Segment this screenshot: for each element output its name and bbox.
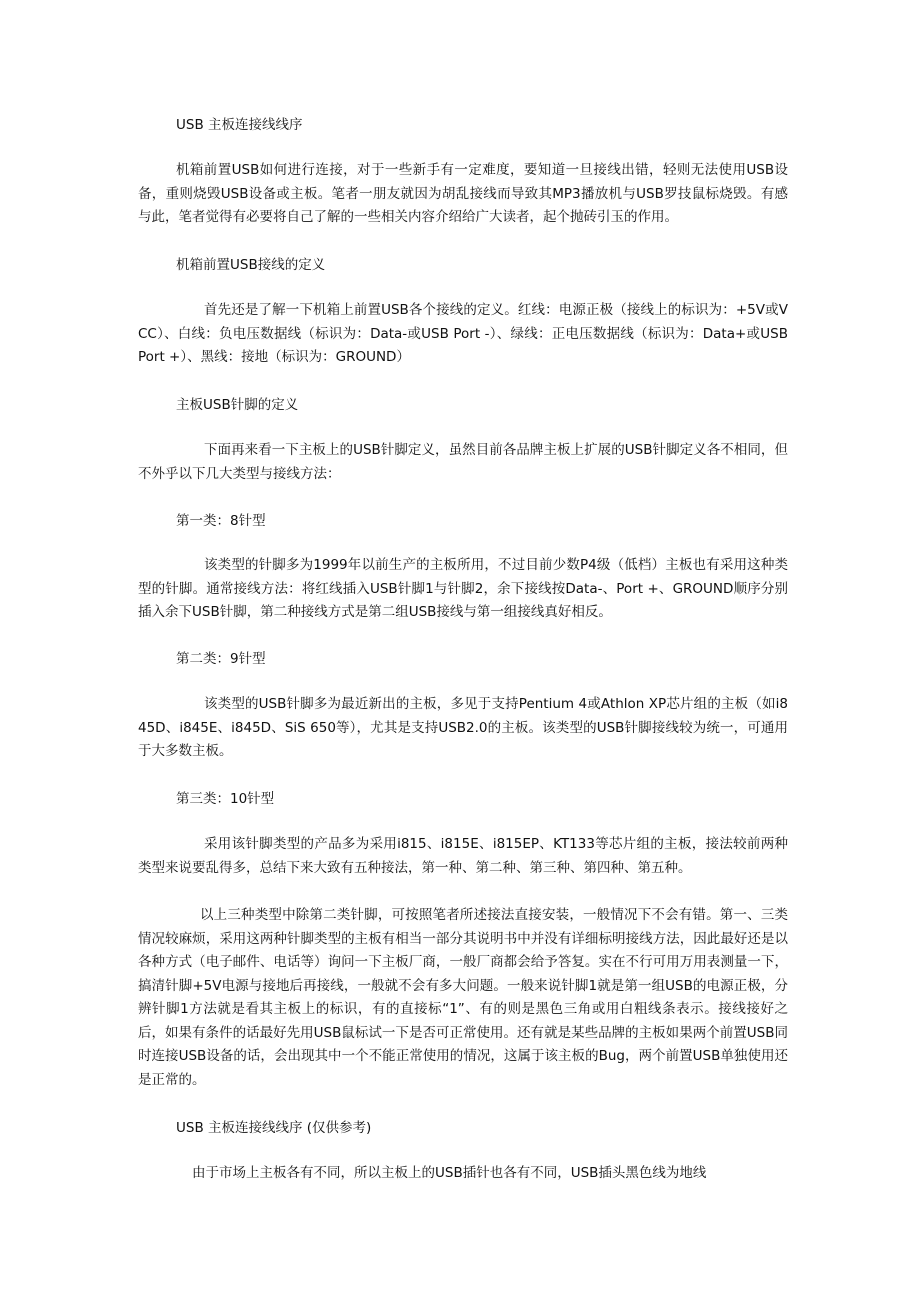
section-heading-8-pin: 第一类：8针型 <box>176 513 266 529</box>
intro-paragraph: 机箱前置USB如何进行连接，对于一些新手有一定难度，要知道一旦接线出错，轻则无法使用USB设备，重则烧毁USB设备或主板。笔者一朋友就因为胡乱接线而导致其MP3播放机与USB罗技鼠标烧毁。有感与此，笔者觉得有必要将自己了解的一些相关内容介绍给广大读者，起个抛砖引玉的作用。 <box>138 162 788 225</box>
board-pin-definition-paragraph: 下面再来看一下主板上的USB针脚定义，虽然目前各品牌主板上扩展的USB针脚定义各不相同，但不外乎以下几大类型与接线方法： <box>138 442 788 482</box>
section-heading-front-usb-definition: 机箱前置USB接线的定义 <box>176 257 326 273</box>
section-heading-9-pin: 第二类：9针型 <box>176 651 266 667</box>
front-usb-definition-paragraph: 首先还是了解一下机箱上前置USB各个接线的定义。红线：电源正极（接线上的标识为：+5V或VCC）、白线：负电压数据线（标识为：Data-或USB Port -）、绿线：正电压数据线（标识为：Data+或USB Port +）、黑线：接地（标识为：GROUND） <box>138 302 788 365</box>
summary-paragraph: 以上三种类型中除第二类针脚，可按照笔者所述接法直接安装，一般情况下不会有错。第一、三类情况较麻烦，采用这两种针脚类型的主板有相当一部分其说明书中并没有详细标明接线方法，因此最好还是以各种方式（电子邮件、电话等）询问一下主板厂商，一般厂商都会给予答复。实在不行可用万用表测量一下，搞清针脚+5V电源与接地后再接线，一般就不会有多大问题。一般来说针脚1就是第一组USB的电源正极，分辨针脚1方法就是看其主板上的标识，有的直接标“1”、有的则是黑色三角或用白粗线条表示。接线接好之后，如果有条件的话最好先用USB鼠标试一下是否可正常使用。还有就是某些品牌的主板如果两个前置USB同时连接USB设备的话，会出现其中一个不能正常使用的情况，这属于该主板的Bug，两个前置USB单独使用还是正常的。 <box>138 907 788 1088</box>
8-pin-paragraph: 该类型的针脚多为1999年以前生产的主板所用，不过目前少数P4级（低档）主板也有采用这种类型的针脚。通常接线方法：将红线插入USB针脚1与针脚2，余下接线按Data-、Port +、GROUND顺序分别插入余下USB针脚，第二种接线方式是第二组USB接线与第一组接线真好相反。 <box>138 557 788 620</box>
section-heading-10-pin: 第三类：10针型 <box>176 791 275 807</box>
closing-paragraph: 由于市场上主板各有不同，所以主板上的USB插针也各有不同，USB插头黑色线为地线 <box>192 1165 707 1181</box>
9-pin-paragraph: 该类型的USB针脚多为最近新出的主板，多见于支持Pentium 4或Athlon XP芯片组的主板（如i845D、i845E、i845D、SiS 650等），尤其是支持USB2.0的主板。该类型的USB针脚接线较为统一，可通用于大多数主板。 <box>138 696 788 759</box>
section-heading-board-pin-definition: 主板USB针脚的定义 <box>176 397 299 413</box>
document-subtitle: USB 主板连接线线序 (仅供参考) <box>176 1120 372 1136</box>
10-pin-paragraph: 采用该针脚类型的产品多为采用i815、i815E、i815EP、KT133等芯片组的主板，接法较前两种类型来说要乱得多，总结下来大致有五种接法，第一种、第二种、第三种、第四种、第五种。 <box>138 836 788 876</box>
document-title: USB 主板连接线线序 <box>176 117 303 133</box>
